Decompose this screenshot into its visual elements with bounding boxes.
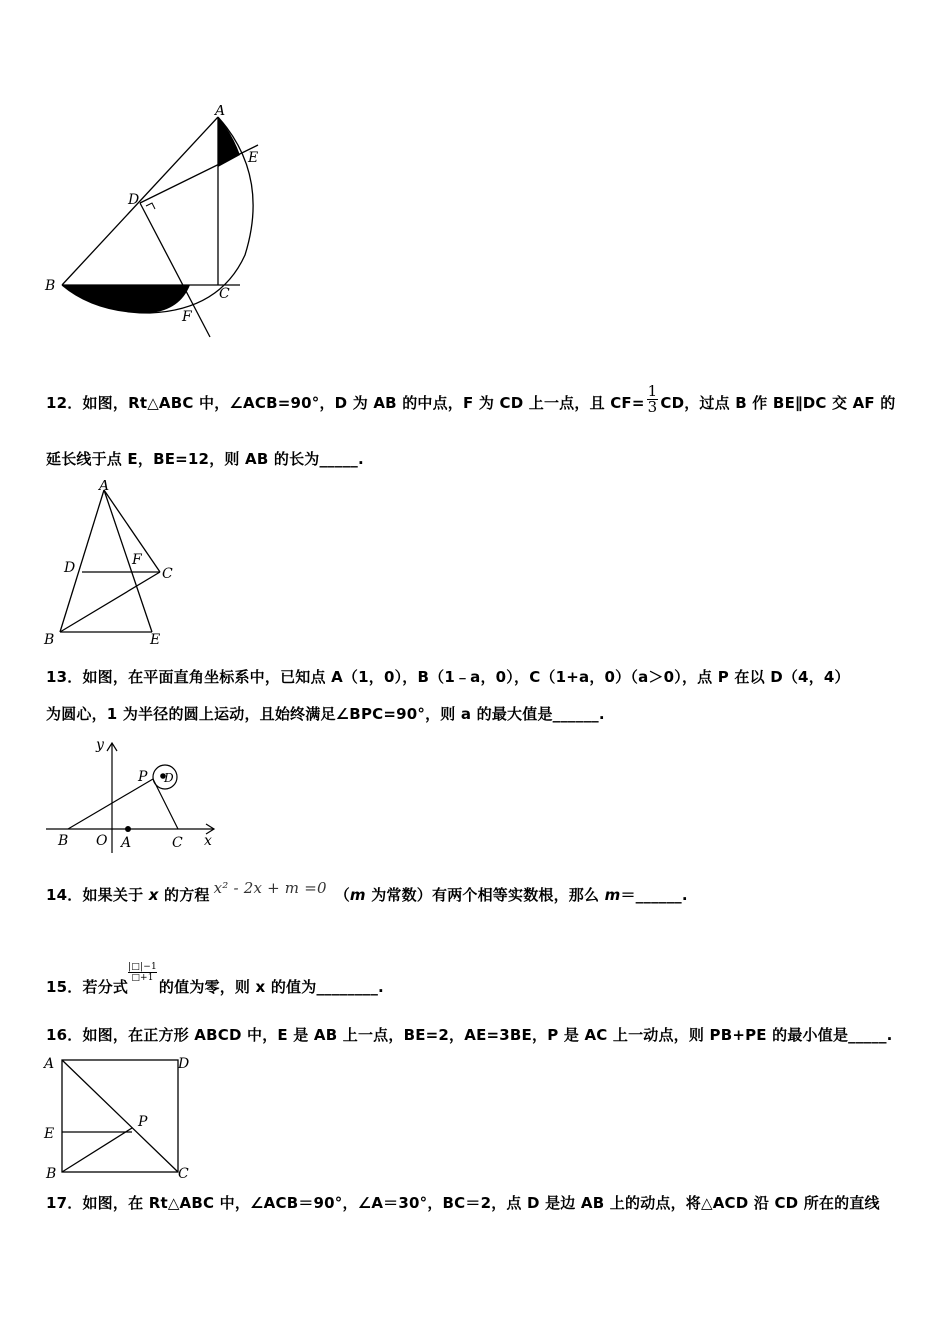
q14-var-m1: m — [349, 886, 366, 904]
q15-frac-num: |□|−1 — [128, 962, 157, 972]
q15-frac-den: □+1 — [131, 973, 154, 983]
label-d: D — [128, 192, 140, 208]
q12-fraction — [647, 384, 659, 415]
label-b: B — [44, 632, 55, 648]
label-d: D — [164, 771, 174, 785]
q14-equation: x² - 2x + m =0 — [213, 879, 327, 897]
q14-pre: 14．如果关于 — [46, 886, 149, 904]
label-d: D — [64, 560, 76, 576]
q14-post-a: （ — [334, 886, 350, 904]
label-b: B — [45, 278, 56, 294]
q13-line1: 13．如图，在平面直角坐标系中，已知点 A（1，0），B（1﹣a，0），C（1+a，0）（a＞0），点 P 在以 D（4，4） — [46, 668, 850, 686]
q16-figure — [42, 1052, 202, 1182]
segment-ae — [104, 490, 152, 632]
q15-line — [46, 962, 384, 997]
q15-fraction — [128, 962, 157, 983]
label-c: C — [219, 286, 230, 302]
q14-mid: 的方程 — [158, 886, 210, 904]
label-c: C — [162, 566, 173, 582]
segment-ab — [62, 117, 218, 285]
q12-line2: 延长线于点 E，BE=12，则 AB 的长为_____. — [46, 450, 364, 468]
q12-figure — [42, 480, 182, 650]
q14-post-c: ＝______. — [620, 886, 688, 904]
q14-var-x: x — [148, 886, 159, 904]
label-y: y — [96, 737, 104, 753]
figure-semicircle-triangle — [40, 105, 270, 345]
label-e: E — [44, 1126, 55, 1142]
q12-frac-den: 3 — [647, 398, 658, 416]
label-c: C — [172, 835, 183, 851]
q15-post: 的值为零，则 x 的值为________. — [158, 978, 384, 996]
label-c: C — [178, 1166, 189, 1182]
line-df — [140, 203, 210, 337]
q13-line2: 为圆心，1 为半径的圆上运动，且始终满足∠BPC=90°，则 a 的最大值是______. — [46, 705, 605, 723]
shaded-region-bottom — [62, 285, 190, 313]
q12-line1 — [46, 384, 896, 415]
segment-bp — [62, 1128, 132, 1172]
label-d: D — [178, 1056, 190, 1072]
point-a-dot — [125, 826, 131, 832]
label-x: x — [204, 833, 212, 849]
q15-pre: 15．若分式 — [46, 978, 129, 996]
q13-figure — [42, 735, 232, 855]
label-o: O — [96, 833, 108, 849]
diagonal-ac — [62, 1060, 178, 1172]
label-a: A — [215, 105, 226, 119]
label-a: A — [99, 480, 110, 494]
label-p: P — [138, 769, 148, 785]
segment-bc — [60, 572, 160, 632]
label-e: E — [248, 150, 259, 166]
label-b: B — [58, 833, 69, 849]
q14-post-b: 为常数）有两个相等实数根，那么 — [365, 886, 605, 904]
q12-frac-num: 1 — [647, 382, 658, 400]
q14-var-m2: m — [604, 886, 621, 904]
right-angle-mark — [146, 203, 155, 209]
segment-bp — [68, 779, 153, 829]
label-b: B — [46, 1166, 57, 1182]
label-f: F — [182, 309, 192, 325]
q12-text-a: 12．如图，Rt△ABC 中，∠ACB=90°，D 为 AB 的中点，F 为 CD 上一点，且 CF= — [46, 394, 645, 412]
label-a: A — [121, 835, 132, 851]
q12-text-b: CD，过点 B 作 BE∥DC 交 AF 的 — [660, 394, 896, 412]
label-p: P — [138, 1114, 148, 1130]
line-de — [140, 145, 258, 203]
q17-line: 17．如图，在 Rt△ABC 中，∠ACB＝90°，∠A＝30°，BC＝2，点 D 是边 AB 上的动点，将△ACD 沿 CD 所在的直线 — [46, 1194, 880, 1212]
label-e: E — [150, 632, 161, 648]
segment-pc — [153, 779, 178, 829]
label-f: F — [132, 552, 142, 568]
q14-line — [46, 879, 688, 905]
q16-line: 16．如图，在正方形 ABCD 中，E 是 AB 上一点，BE=2，AE=3BE，P 是 AC 上一动点，则 PB+PE 的最小值是_____. — [46, 1026, 893, 1044]
label-a: A — [44, 1056, 55, 1072]
